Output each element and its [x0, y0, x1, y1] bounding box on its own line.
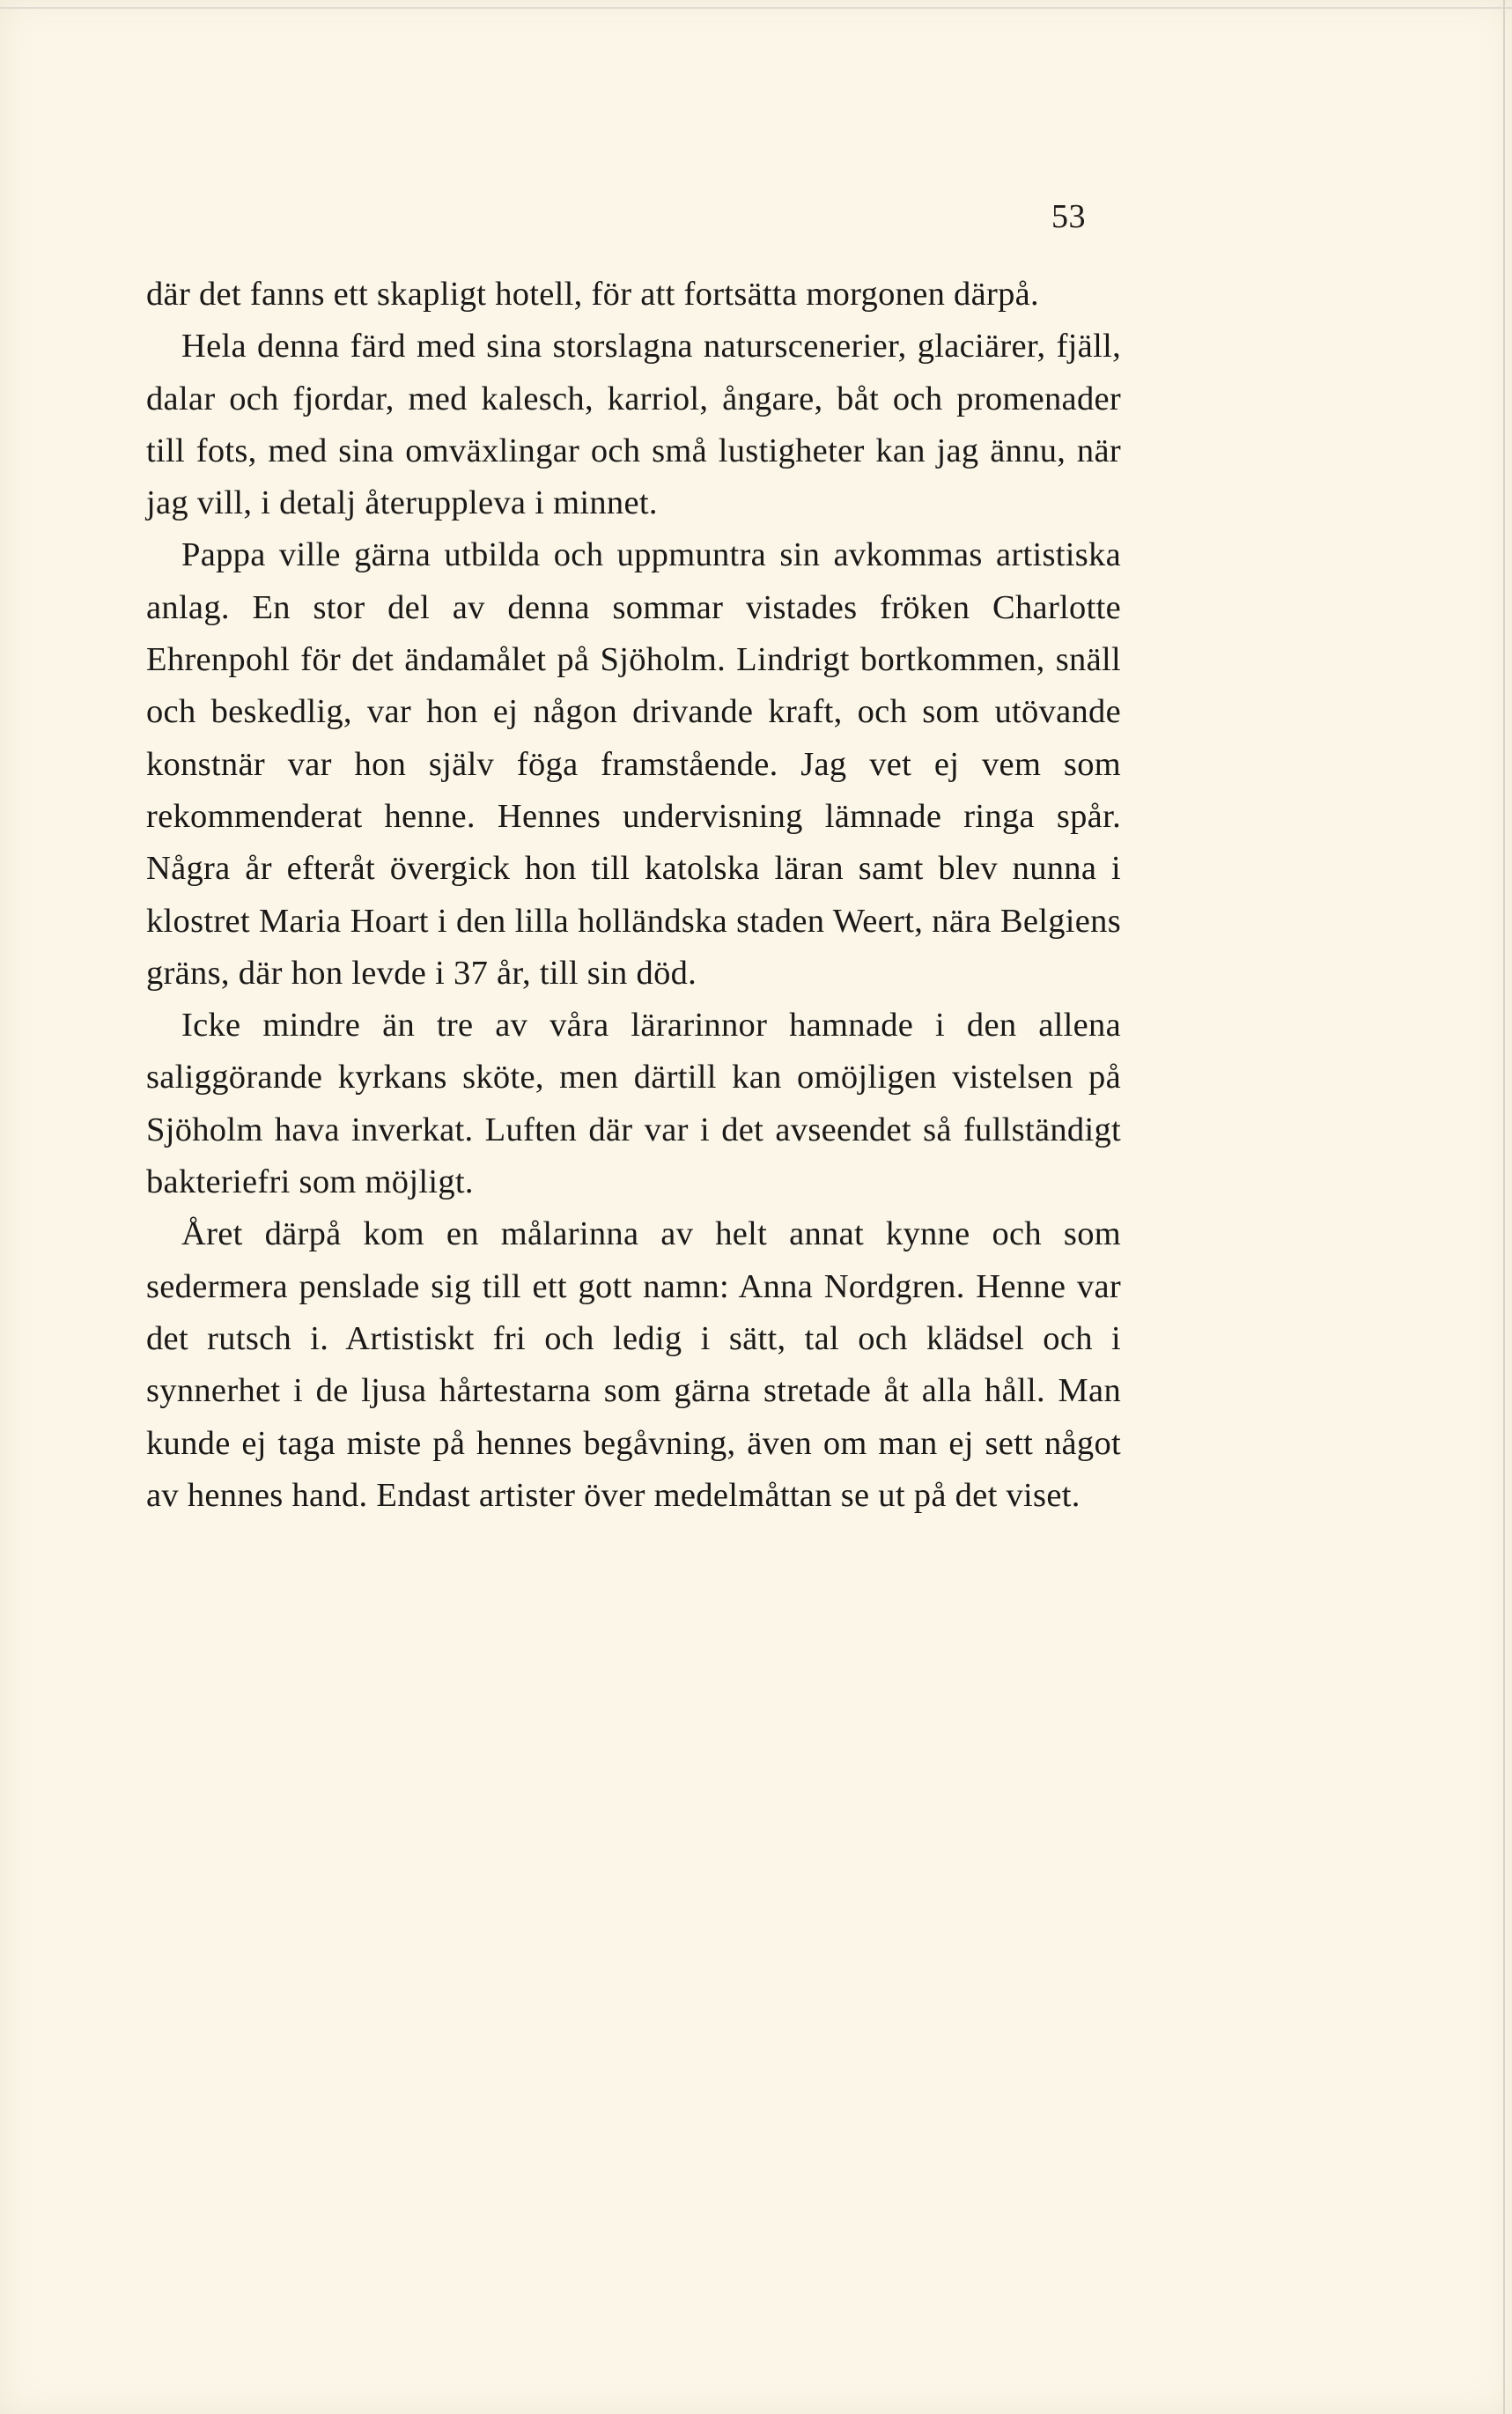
page-edge-right	[1503, 0, 1505, 2414]
paragraph-3: Pappa ville gärna utbilda och uppmuntra sin avkommas artistiska anlag. En stor del av denna sommar vistades fröken Charlotte Ehrenpohl för det ändamålet på Sjöholm. Lindrigt bortkommen, snäll och beskedlig, var hon ej någon drivande kraft, och som utövande konstnär var hon själv föga framstående. Jag vet ej vem som rekommenderat henne. Hennes undervisning lämnade ringa spår. Några år efteråt övergick hon till katolska läran samt blev nunna i klostret Maria Hoart i den lilla holländska staden Weert, nära Belgiens gräns, där hon levde i 37 år, till sin död.	[146, 536, 1121, 992]
paragraph-4: Icke mindre än tre av våra lärarinnor hamnade i den allena saliggörande kyrkans sköte, men därtill kan omöjligen vistelsen på Sjöholm hava inverkat. Luften där var i det avseendet så fullständigt bakteriefri som möjligt.	[146, 1007, 1121, 1201]
page-edge-top	[0, 7, 1512, 9]
page-number: 53	[1051, 198, 1086, 235]
paragraph-2: Hela denna färd med sina storslagna naturscenerier, glaciärer, fjäll, dalar och fjordar, med kalesch, karriol, ångare, båt och promenader till fots, med sina omväxlingar och små lustigheter kan jag ännu, när jag vill, i detalj återuppleva i minnet.	[146, 328, 1121, 522]
paragraph-1: där det fanns ett skapligt hotell, för att fortsätta morgonen därpå.	[146, 276, 1039, 313]
body-text	[146, 269, 1121, 1522]
paragraph-5: Året därpå kom en målarinna av helt annat kynne och som sedermera penslade sig till ett gott namn: Anna Nordgren. Henne var det rutsch i. Artistiskt fri och ledig i sätt, tal och klädsel och i synnerhet i de ljusa hårtestarna som gärna stretade åt alla håll. Man kunde ej taga miste på hennes begåvning, även om man ej sett något av hennes hand. Endast artister över medelmåttan se ut på det viset.	[146, 1215, 1121, 1514]
